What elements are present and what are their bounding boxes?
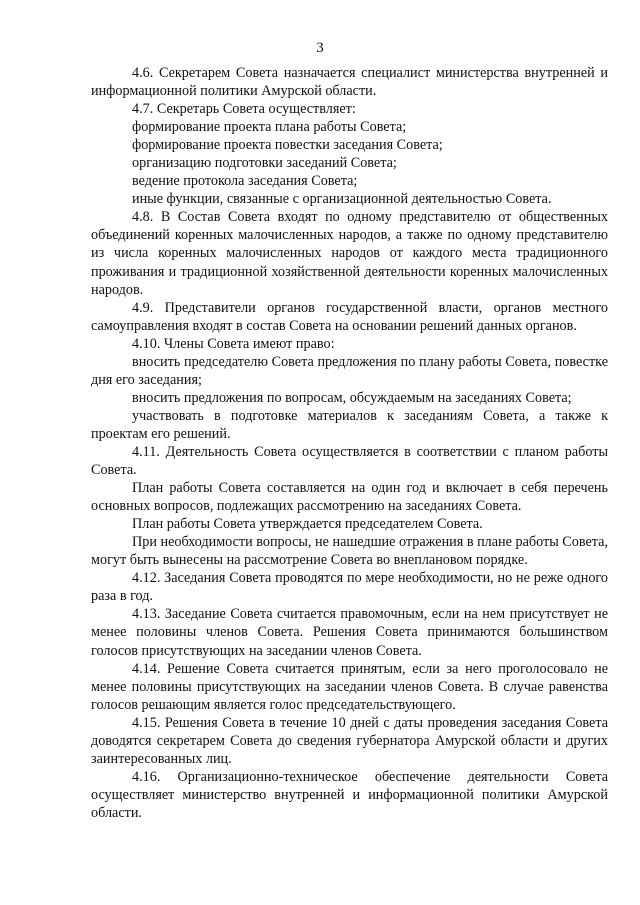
paragraph-4-6: 4.6. Секретарем Совета назначается специалист министерства внутренней и информационной политики Амурской области.: [91, 65, 608, 100]
list-item: ведение протокола заседания Совета;: [132, 173, 358, 190]
paragraph-4-14: 4.14. Решение Совета считается принятым, если за него проголосовало не менее половины присутствующих на заседании членов Совета. В случае равенства голосов решающим является голос председательствующего.: [91, 660, 608, 713]
paragraph-4-8: 4.8. В Состав Совета входят по одному представителю от общественных объединений коренных малочисленных народов, а также по одному представителю из числа коренных малочисленных народов от каждого места традиционного проживания и традиционной хозяйственной деятельности коренных малочисленных народов.: [91, 209, 608, 298]
paragraph-4-11: 4.11. Деятельность Совета осуществляется в соответствии с планом работы Совета.: [91, 443, 608, 479]
paragraph-4-10: 4.10. Члены Совета имеют право:: [132, 335, 335, 352]
list-item: вносить предложения по вопросам, обсуждаемым на заседаниях Совета;: [132, 389, 572, 406]
paragraph: План работы Совета утверждается председателем Совета.: [132, 516, 483, 533]
paragraph-4-13: 4.13. Заседание Совета считается правомочным, если на нем присутствует не менее половины членов Совета. Решения Совета принимаются большинством голосов присутствующих на заседании членов Совета.: [91, 606, 608, 659]
list-item: организацию подготовки заседаний Совета;: [132, 155, 397, 172]
page-number: 3: [316, 40, 324, 56]
document-body: [91, 64, 608, 822]
paragraph: При необходимости вопросы, не нашедшие отражения в плане работы Совета, могут быть вынесены на рассмотрение Совета во внеплановом порядке.: [91, 534, 608, 569]
list-item: иные функции, связанные с организационной деятельностью Совета.: [132, 191, 552, 208]
paragraph-4-15: 4.15. Решения Совета в течение 10 дней с даты проведения заседания Совета доводятся секретарем Совета до сведения губернатора Амурской области и других заинтересованных лиц.: [91, 714, 608, 767]
list-item: формирование проекта плана работы Совета;: [132, 119, 407, 136]
paragraph-4-16: 4.16. Организационно-техническое обеспечение деятельности Совета осуществляет министерство внутренней и информационной политики Амурской области.: [91, 768, 608, 821]
paragraph-4-12: 4.12. Заседания Совета проводятся по мере необходимости, но не реже одного раза в год.: [91, 570, 608, 605]
list-item: формирование проекта повестки заседания Совета;: [132, 137, 443, 154]
list-item: вносить председателю Совета предложения по плану работы Совета, повестке дня его заседания;: [91, 353, 608, 388]
paragraph-4-7: 4.7. Секретарь Совета осуществляет:: [132, 101, 356, 118]
list-item: участвовать в подготовке материалов к заседаниям Совета, а также к проектам его решений.: [91, 407, 608, 442]
paragraph: План работы Совета составляется на один год и включает в себя перечень основных вопросов, подлежащих рассмотрению на заседаниях Совета.: [91, 480, 608, 515]
paragraph-4-9: 4.9. Представители органов государственной власти, органов местного самоуправления входят в состав Совета на основании решений данных органов.: [91, 299, 608, 334]
